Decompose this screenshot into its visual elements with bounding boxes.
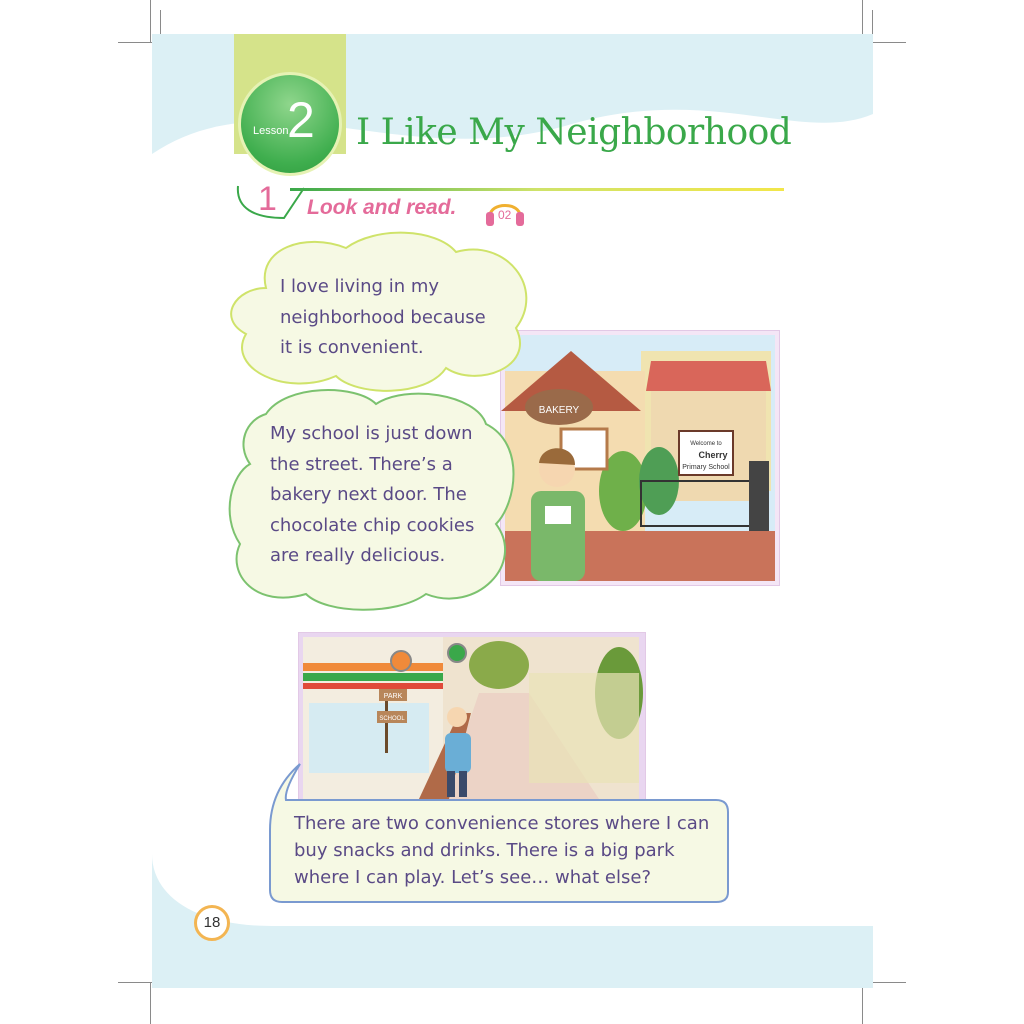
- crop-mark: [150, 0, 151, 42]
- crop-mark: [862, 982, 863, 1024]
- page-number: 18: [194, 905, 230, 941]
- park-sign: PARK: [383, 693, 403, 700]
- crop-mark: [150, 982, 151, 1024]
- bubble-school: [270, 419, 474, 572]
- lesson-label: Lesson: [253, 125, 289, 137]
- bubble-convenient: [280, 272, 486, 364]
- bakery-scene-illustration: [500, 330, 780, 586]
- school-sign-name: Cherry: [698, 450, 728, 460]
- school-sign-sub: Primary School: [682, 464, 730, 471]
- bubble-line: neighborhood because: [280, 306, 486, 328]
- bubble-line: buy snacks and drinks. There is a big park: [294, 840, 675, 861]
- bakery-sign: BAKERY: [538, 405, 580, 416]
- bubble-line: There are two convenience stores where I can: [294, 813, 710, 834]
- bubble-line: My school is just down: [270, 423, 473, 444]
- headphones-icon[interactable]: [484, 194, 526, 228]
- school-sign-welcome: Welcome to: [690, 441, 722, 447]
- page-title: I Like My Neighborhood: [356, 112, 792, 153]
- section-instruction: Look and read.: [307, 196, 457, 219]
- bubble-line: chocolate chip cookies: [270, 514, 475, 536]
- bubble-line: it is convenient.: [280, 337, 424, 358]
- bubble-line: where I can play. Let’s see… what else?: [294, 867, 652, 888]
- bubble-line: I love living in my: [280, 276, 440, 297]
- lesson-badge: [238, 72, 342, 176]
- bubble-stores: [294, 810, 709, 891]
- lesson-number: 2: [287, 92, 315, 148]
- bubble-line: the street. There’s a: [270, 453, 453, 475]
- bubble-line: bakery next door. The: [270, 484, 467, 505]
- audio-track-number: 02: [498, 208, 512, 222]
- bubble-line: are really delicious.: [270, 545, 446, 566]
- title-rule: [290, 188, 784, 191]
- school-direction-sign: SCHOOL: [379, 716, 405, 722]
- section-number: 1: [258, 180, 277, 218]
